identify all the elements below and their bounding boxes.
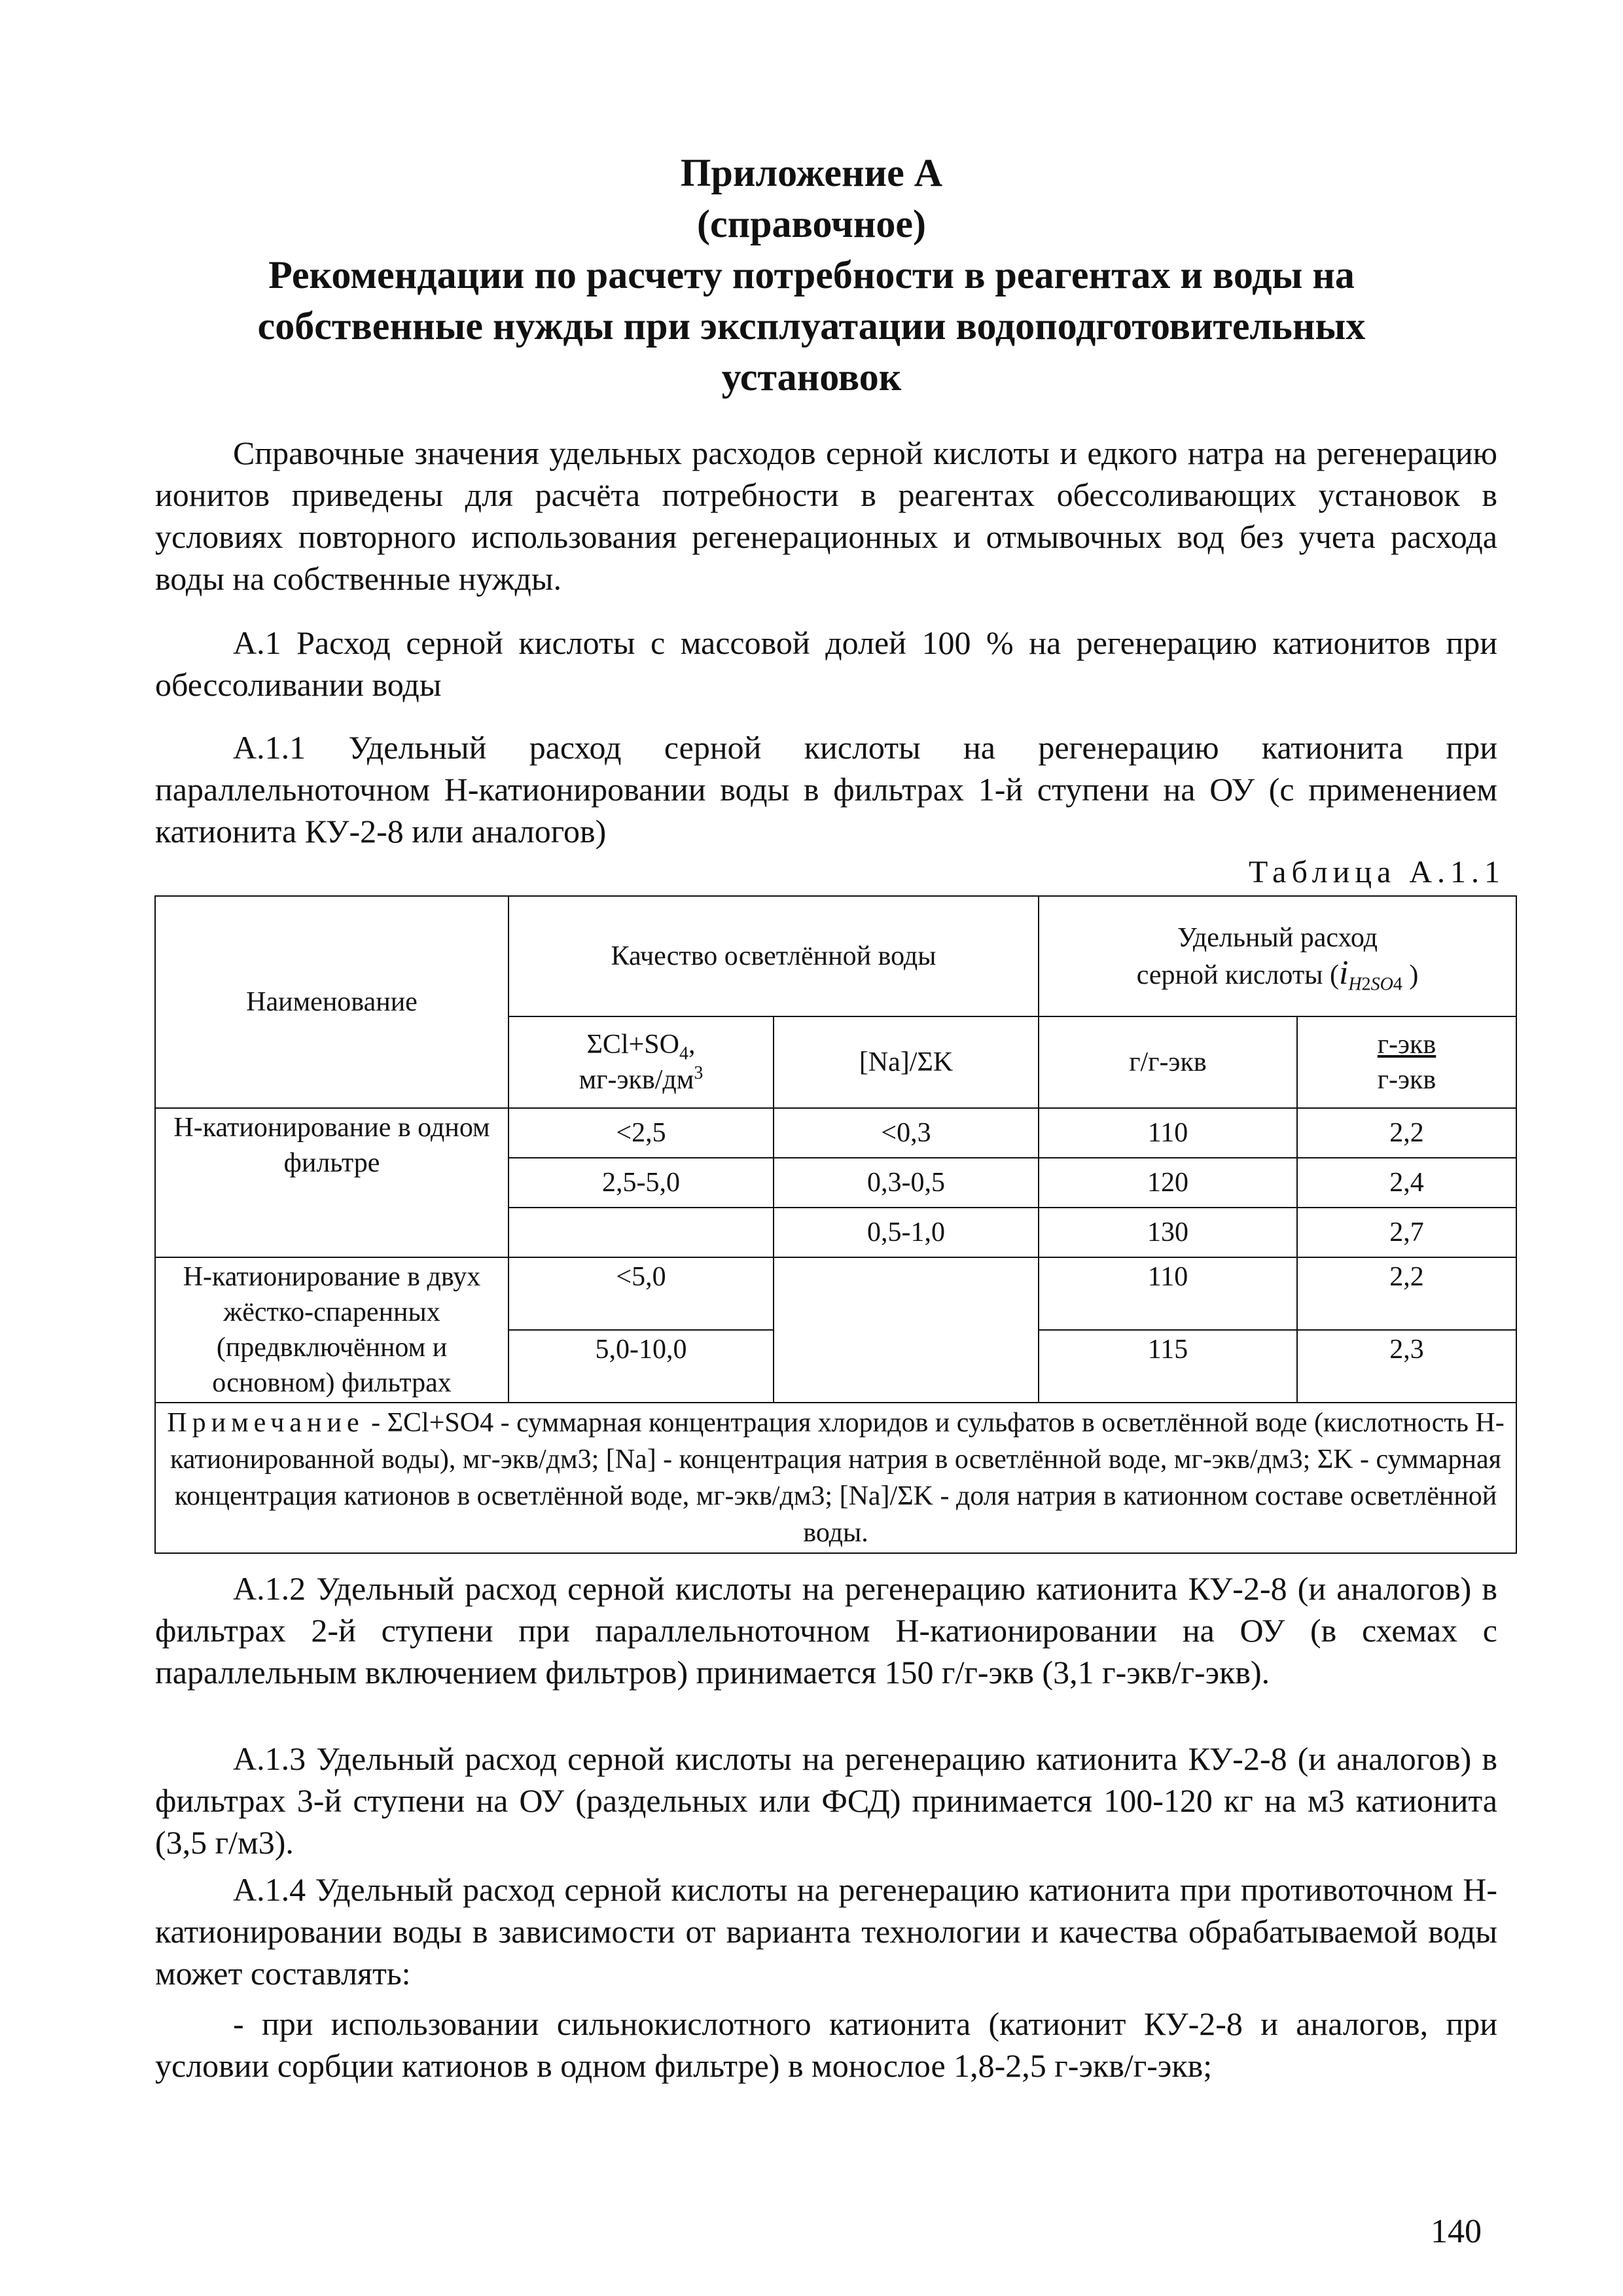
section-a1-3: А.1.3 Удельный расход серной кислоты на регенерацию катионита КУ-2-8 (и аналогов) в фильтрах 3-й ступени на ОУ (раздельных или ФСД) принимается 100-120 кг на м3 катионита (3,5 г/м3). <box>155 1740 1497 1861</box>
header-rate <box>1039 896 1516 1016</box>
table-cell: 5,0-10,0 <box>508 1330 774 1403</box>
subheader-cl-unit-sup: 3 <box>694 1063 704 1083</box>
table-note <box>155 1403 1516 1553</box>
appendix-heading-line-2: собственные нужды при эксплуатации водоподготовительных <box>257 304 1366 348</box>
table-cell: 0,3-0,5 <box>774 1158 1039 1208</box>
appendix-heading-line-1: Рекомендации по расчету потребности в реагентах и воды на <box>268 253 1355 296</box>
header-name: Наименование <box>155 896 508 1108</box>
table-cell: 130 <box>1039 1208 1297 1257</box>
table-cell: 110 <box>1039 1108 1297 1158</box>
table-cell: 2,2 <box>1297 1108 1516 1158</box>
subheader-cl-unit: мг-экв/дм <box>579 1065 694 1095</box>
subheader-geq <box>1297 1016 1516 1108</box>
header-quality: Качество осветлённой воды <box>508 896 1039 1016</box>
subheader-cl-tail: , <box>688 1030 696 1060</box>
appendix-title: Приложение А <box>680 151 943 194</box>
table-cell: 120 <box>1039 1158 1297 1208</box>
section-a1-2: А.1.2 Удельный расход серной кислоты на регенерацию катионита КУ-2-8 (и аналогов) в фильтрах 2-й ступени при параллельноточном Н-катионировании на ОУ (в схемах с параллельным включением фильтров) принимается 150 г/г-экв (3,1 г-экв/г-экв). <box>155 1570 1497 1691</box>
subheader-geq-num: г-экв <box>1377 1030 1436 1060</box>
section-a1-1: А.1.1 Удельный расход серной кислоты на регенерацию катионита при параллельноточном Н-катионировании воды в фильтрах 1-й ступени на ОУ (с применением катионита КУ-2-8 или аналогов) <box>155 729 1497 850</box>
note-label: Примечание <box>167 1408 365 1438</box>
appendix-subtitle: (справочное) <box>696 202 926 245</box>
subheader-cl-sub: 4 <box>679 1043 688 1064</box>
section-a1-4: А.1.4 Удельный расход серной кислоты на регенерацию катионита при противоточном Н-катионировании воды в зависимости от варианта технологии и качества обрабатываемой воды может составлять: <box>155 1871 1497 1992</box>
table-cell: 2,7 <box>1297 1208 1516 1257</box>
header-rate-sub-4: 4 <box>1393 973 1402 994</box>
table-cell: 110 <box>1039 1257 1297 1330</box>
subheader-geq-den: г-экв <box>1377 1065 1436 1095</box>
subheader-cl <box>508 1016 774 1108</box>
table-cell: 2,4 <box>1297 1158 1516 1208</box>
table-cell: <5,0 <box>508 1257 774 1330</box>
group1-label: Н-катионирование в одном фильтре <box>155 1108 508 1257</box>
header-rate-sub-2: 2 <box>1361 973 1371 994</box>
table-cell-empty <box>774 1257 1039 1403</box>
header-rate-sub-h: H <box>1348 973 1362 994</box>
header-rate-close: ) <box>1402 960 1419 990</box>
page-number: 140 <box>1431 2213 1482 2250</box>
subheader-cl-text: ΣCl+SO <box>586 1030 679 1060</box>
table-cell: 2,2 <box>1297 1257 1516 1330</box>
table-cell: <0,3 <box>774 1108 1039 1158</box>
appendix-header <box>157 147 1466 403</box>
header-rate-line1: Удельный расход <box>1177 922 1378 953</box>
table-cell: <2,5 <box>508 1108 774 1158</box>
appendix-heading-line-3: установок <box>721 355 902 399</box>
reagent-table <box>154 895 1517 1554</box>
header-rate-symbol: i <box>1338 954 1349 992</box>
table-cell: 115 <box>1039 1330 1297 1403</box>
subheader-g: г/г-экв <box>1039 1016 1297 1108</box>
note-text: - ΣCl+SO4 - суммарная концентрация хлоридов и сульфатов в осветлённой воде (кислотность Н-катионированной воды), мг-экв/дм3; [Na] - концентрация натрия в осветлённой воде, мг-экв/дм3; ΣK - суммарная концентрация катионов в осветлённой воде, мг-экв/дм3; [Na]/ΣK - доля натрия в катионном составе осветлённой воды. <box>170 1408 1505 1548</box>
bullet-item: - при использовании сильнокислотного катионита (катионит КУ-2-8 и аналогов, при условии сорбции катионов в одном фильтре) в монослое 1,8-2,5 г-экв/г-экв; <box>155 2005 1497 2084</box>
table-cell <box>508 1208 774 1257</box>
table-cell: 2,3 <box>1297 1330 1516 1403</box>
header-rate-sub-so: SO <box>1370 973 1393 994</box>
header-rate-line2: серной кислоты ( <box>1136 960 1339 990</box>
subheader-na: [Na]/ΣK <box>774 1016 1039 1108</box>
table-cell: 2,5-5,0 <box>508 1158 774 1208</box>
section-a1: А.1 Расход серной кислоты с массовой долей 100 % на регенерацию катионитов при обессоливании воды <box>155 624 1497 703</box>
intro-paragraph: Справочные значения удельных расходов серной кислоты и едкого натра на регенерацию ионитов приведены для расчёта потребности в реагентах обессоливающих установок в условиях повторного использования регенерационных и отмывочных вод без учета расхода воды на собственные нужды. <box>155 435 1497 597</box>
group2-label: Н-катионирование в двух жёстко-спаренных (предвключённом и основном) фильтрах <box>155 1257 508 1403</box>
table-caption: Таблица А.1.1 <box>1249 855 1505 889</box>
table-cell: 0,5-1,0 <box>774 1208 1039 1257</box>
